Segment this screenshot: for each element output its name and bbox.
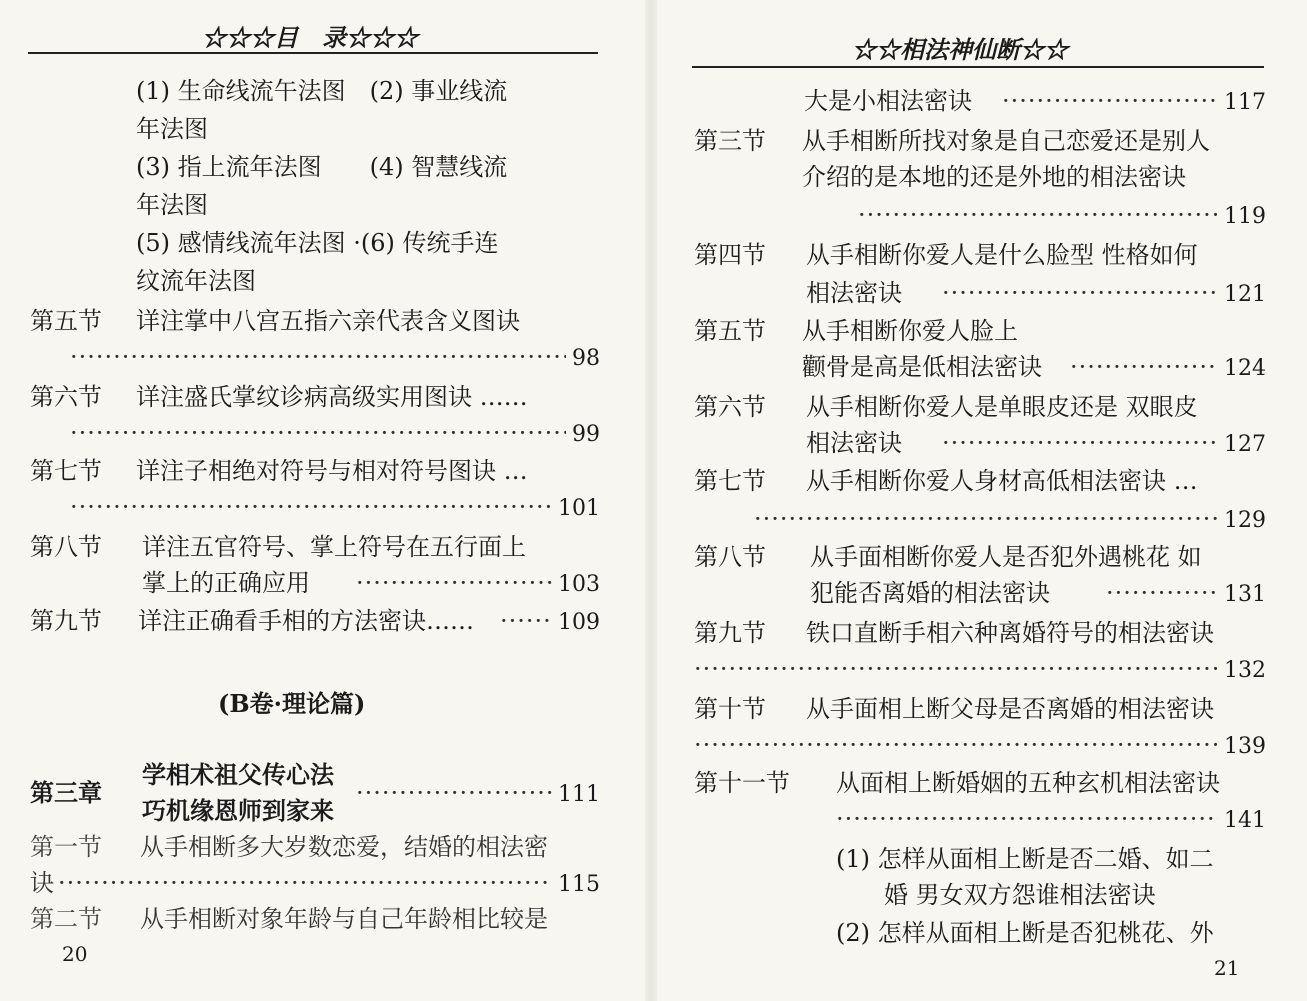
- toc-entry-leader: [356, 568, 600, 600]
- toc-entry-leader: [858, 200, 1266, 232]
- diagram-item: 年法图: [136, 115, 208, 143]
- toc-entry-title-cont: 相法密诀: [806, 429, 902, 457]
- toc-entry-page: 98: [572, 346, 600, 371]
- toc-entry-leader: [1070, 352, 1266, 384]
- diagram-item: (3) 指上流年法图 (4) 智慧线流: [136, 153, 508, 181]
- toc-entry-page: 129: [1224, 508, 1266, 533]
- diagram-item: (5) 感情线流年法图 ·(6) 传统手连: [136, 229, 499, 257]
- toc-entry-leader: [942, 428, 1266, 460]
- chapter-title-line1: 学相术祖父传心法: [142, 760, 334, 789]
- diagram-item: 年法图: [136, 191, 208, 219]
- toc-entry-title: 从手相断你爱人脸上: [802, 317, 1018, 345]
- toc-entry-label: 第八节: [694, 543, 766, 571]
- page-number: 21: [1214, 956, 1240, 980]
- left-page: [0, 0, 640, 1001]
- toc-entry-title: 详注正确看手相的方法密诀……: [138, 607, 474, 635]
- toc-entry-label: 第五节: [30, 307, 102, 335]
- toc-entry-title: 从手相断你爱人是什么脸型 性格如何: [806, 241, 1198, 269]
- toc-entry-title: 从手相断所找对象是自己恋爱还是别人: [802, 127, 1210, 155]
- toc-entry-page: 119: [1224, 204, 1266, 229]
- toc-entry-page: 99: [572, 422, 600, 447]
- toc-entry-title: 从手相断对象年龄与自己年龄相比较是: [140, 905, 548, 933]
- toc-entry-label: 第八节: [30, 533, 102, 561]
- toc-entry-title-cont: 掌上的正确应用: [142, 569, 310, 597]
- toc-entry-label: 第六节: [30, 383, 102, 411]
- toc-entry-leader: [1002, 86, 1266, 118]
- toc-entry-page: 141: [1224, 808, 1266, 833]
- toc-entry-title: 从手面相上断父母是否离婚的相法密诀: [806, 695, 1214, 723]
- toc-entry-title-cont: 颧骨是高是低相法密诀: [802, 353, 1042, 381]
- toc-entry-page: 103: [558, 572, 600, 597]
- toc-entry-title: 从手相断你爱人是单眼皮还是 双眼皮: [806, 393, 1198, 421]
- toc-entry-label: 第十节: [694, 695, 766, 723]
- toc-entry-page: 101: [558, 496, 600, 521]
- toc-entry-label: 第五节: [694, 317, 766, 345]
- toc-entry-leader: [58, 868, 600, 900]
- toc-entry-title-cont: 相法密诀: [806, 279, 902, 307]
- toc-entry-title: 详注掌中八宫五指六亲代表含义图诀: [136, 307, 520, 335]
- toc-entry-page: 111: [558, 782, 600, 807]
- toc-entry-leader: [836, 804, 1266, 836]
- toc-entry-leader: [942, 278, 1266, 310]
- toc-entry-leader: [754, 504, 1266, 536]
- toc-entry-leader: [70, 418, 600, 450]
- toc-entry-leader: [356, 778, 600, 810]
- toc-entry-label: 第四节: [694, 241, 766, 269]
- sub-item: (1) 怎样从面相上断是否二婚、如二: [836, 845, 1214, 873]
- toc-entry-label: 第十一节: [694, 769, 790, 797]
- toc-entry-page: 115: [558, 872, 600, 897]
- chapter-label: 第三章: [30, 778, 102, 807]
- toc-entry-leader: [694, 654, 1266, 686]
- toc-entry-title-cont: 犯能否离婚的相法密诀: [810, 579, 1050, 607]
- toc-entry-label: 第九节: [694, 619, 766, 647]
- toc-entry-label: 第七节: [694, 467, 766, 495]
- toc-entry-leader: [1106, 578, 1266, 610]
- toc-entry-title: 详注盛氏掌纹诊病高级实用图诀 ……: [136, 383, 528, 411]
- left-header-rule: [28, 52, 598, 54]
- toc-entry-leader: [70, 342, 600, 374]
- toc-entry-title: 从手相断你爱人身材高低相法密诀 …: [806, 467, 1198, 495]
- toc-entry-page: 132: [1224, 658, 1266, 683]
- right-page: [660, 0, 1307, 1001]
- toc-entry-page: 124: [1224, 356, 1266, 381]
- toc-entry-leader: [694, 730, 1266, 762]
- page-number: 20: [62, 942, 88, 966]
- toc-entry-page: 109: [558, 610, 600, 635]
- sub-item: 婚 男女双方怨谁相法密诀: [884, 881, 1156, 909]
- right-running-header: ☆☆相法神仙断☆☆: [852, 35, 1068, 64]
- left-running-header: ☆☆☆目 录☆☆☆: [202, 23, 418, 52]
- toc-entry-label: 第六节: [694, 393, 766, 421]
- toc-entry-title: 从手面相断你爱人是否犯外遇桃花 如: [810, 543, 1202, 571]
- diagram-item: (1) 生命线流午法图 (2) 事业线流: [136, 77, 508, 105]
- toc-entry-label: 第九节: [30, 607, 102, 635]
- chapter-title-line2: 巧机缘恩师到家来: [142, 796, 334, 825]
- toc-entry-title-cont: 诀: [30, 869, 54, 897]
- toc-entry-label: 第七节: [30, 457, 102, 485]
- sub-item: (2) 怎样从面相上断是否犯桃花、外: [836, 919, 1214, 947]
- toc-entry-label: 第一节: [30, 833, 102, 861]
- toc-entry-title-cont: 介绍的是本地的还是外地的相法密诀: [802, 163, 1186, 191]
- diagram-item: 纹流年法图: [136, 267, 256, 295]
- toc-entry-page: 121: [1224, 282, 1266, 307]
- toc-entry-title: 详注五官符号、掌上符号在五行面上: [142, 533, 526, 561]
- toc-entry-title: 从手相断多大岁数恋爱，结婚的相法密: [140, 833, 548, 861]
- toc-entry-title: 详注子相绝对符号与相对符号图诀 …: [136, 457, 528, 485]
- toc-entry-label: 第二节: [30, 905, 102, 933]
- right-header-rule: [692, 66, 1264, 68]
- toc-entry-page: 117: [1224, 90, 1266, 115]
- volume-title: (B卷·理论篇): [218, 689, 366, 718]
- toc-entry-label: 第三节: [694, 127, 766, 155]
- book-spine: [645, 0, 657, 1001]
- toc-entry-title-cont: 大是小相法密诀: [804, 87, 972, 115]
- toc-entry-leader: [70, 492, 600, 524]
- toc-entry-page: 139: [1224, 734, 1266, 759]
- toc-entry-title: 从面相上断婚姻的五种玄机相法密诀: [836, 769, 1220, 797]
- toc-entry-page: 131: [1224, 582, 1266, 607]
- toc-entry-title: 铁口直断手相六种离婚符号的相法密诀: [806, 619, 1214, 647]
- toc-entry-page: 127: [1224, 432, 1266, 457]
- toc-entry-leader: [500, 606, 600, 638]
